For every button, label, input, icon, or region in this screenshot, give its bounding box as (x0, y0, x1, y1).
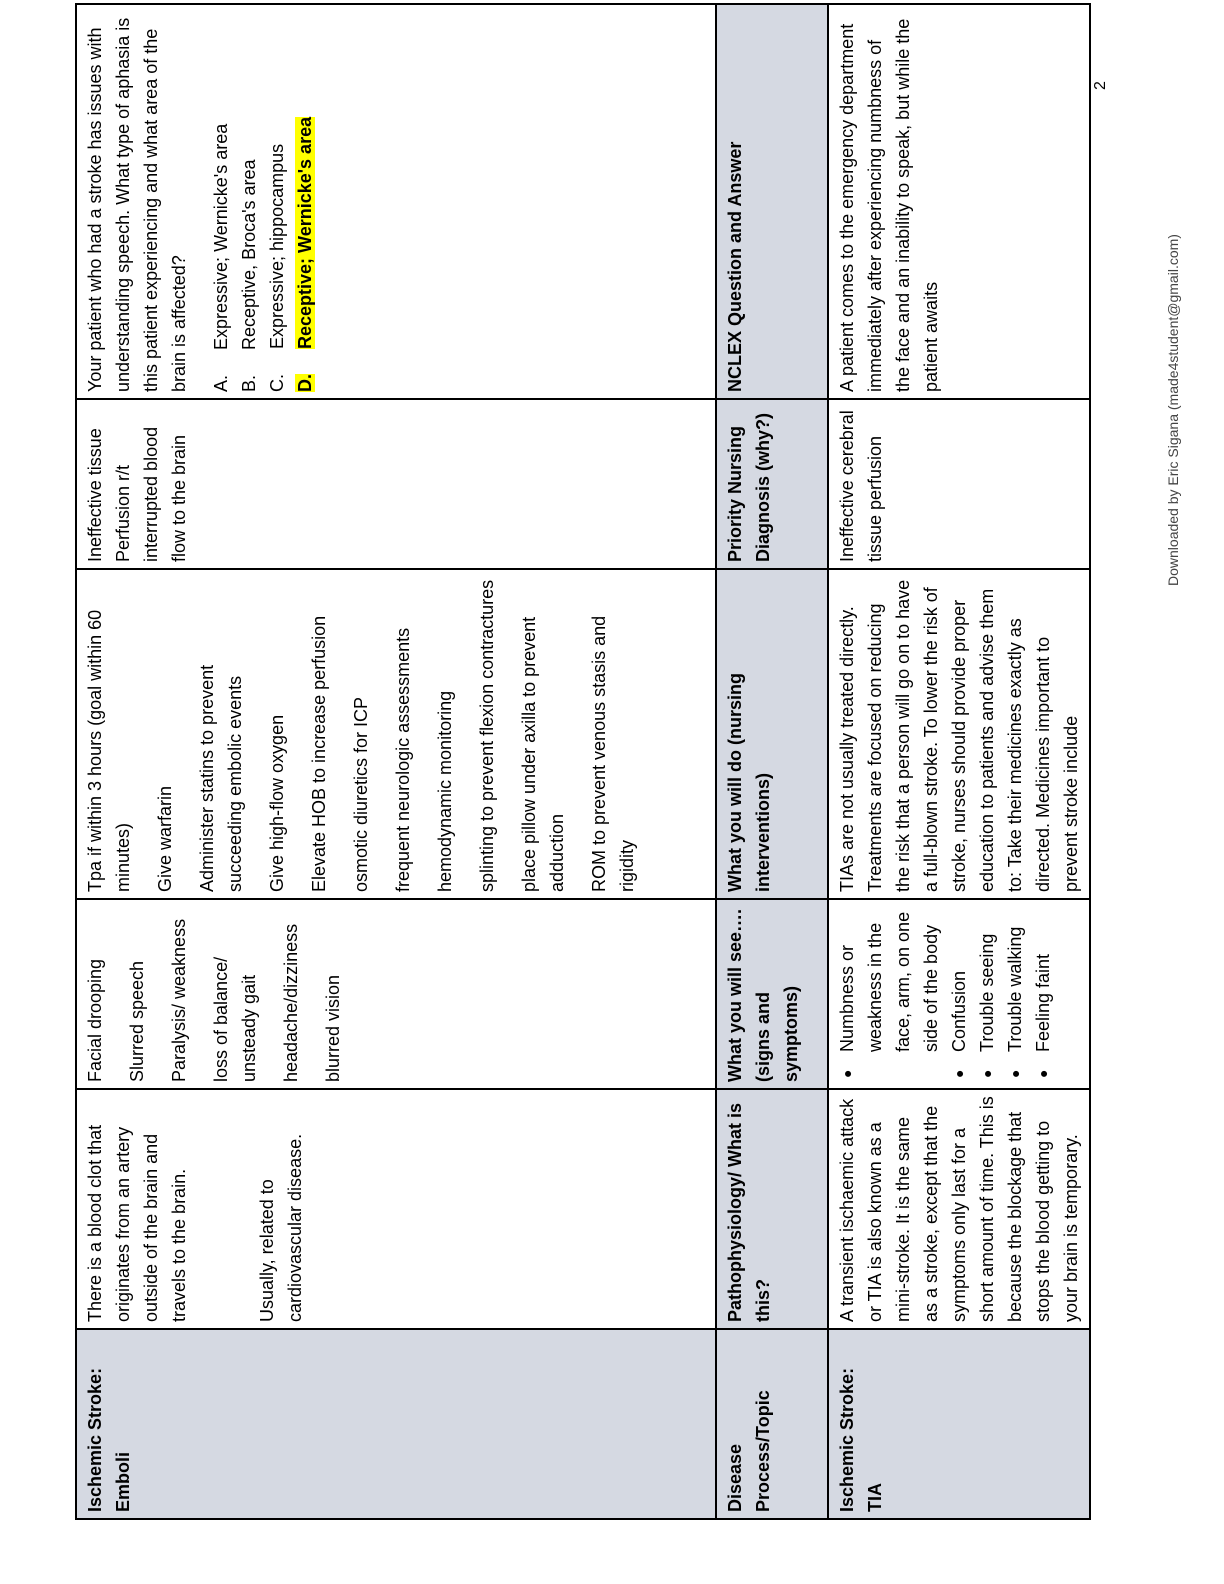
interventions-cell (76, 569, 716, 899)
list-item: ● Feeling faint (1029, 906, 1057, 1082)
header-signs (716, 899, 828, 1089)
header-interventions-label: What you will do (nursing interventions) (725, 673, 773, 892)
option-letter: D. (295, 374, 315, 392)
patho-emboli-2: Usually, related to cardiovascular disease. (257, 1133, 305, 1322)
topic-tia: Ischemic Stroke: TIA (837, 1367, 885, 1512)
list-item: ● Confusion (945, 906, 973, 1082)
nclex-question: Your patient who had a stroke has issues with understanding speech. What type of aphasia is this patient experiencing and what area of the brain is affected? (85, 17, 189, 392)
intervention-item: hemodynamic monitoring (435, 690, 455, 892)
list-item: ● Trouble seeing (973, 906, 1001, 1082)
nclex-tia: A patient comes to the emergency department immediately after experiencing numbness of the face and an inability to speak, but while the patient awaits (837, 18, 941, 392)
intervention-item: Give warfarin (155, 785, 175, 892)
signs-cell (76, 899, 716, 1089)
header-diagnosis-label: Priority Nursing Diagnosis (why?) (725, 412, 773, 562)
option-letter: A. (211, 374, 231, 392)
list-item: ● Trouble walking (1001, 906, 1029, 1082)
header-nclex-label: NCLEX Question and Answer (725, 141, 745, 392)
intervention-item: splinting to prevent flexion contractures (477, 579, 497, 892)
header-nclex (716, 4, 828, 399)
page-number: 2 (1092, 81, 1109, 90)
signs-cell (828, 899, 1090, 1089)
intervention-item: frequent neurologic assessments (393, 627, 413, 892)
nclex-option-b (235, 11, 263, 392)
patho-emboli-1: There is a blood clot that originates from an artery outside of the brain and travels to the brain. (85, 1124, 189, 1322)
intervention-item: Elevate HOB to increase perfusion (309, 615, 329, 892)
header-topic (716, 1329, 828, 1519)
header-diagnosis (716, 399, 828, 569)
table-row-emboli (76, 4, 716, 1519)
intervention-item: Give high-flow oxygen (267, 714, 287, 892)
nclex-option-d-correct (291, 11, 319, 392)
option-letter: B. (239, 374, 259, 392)
nclex-cell (76, 4, 716, 399)
header-signs-label: What you will see…. (signs and symptoms) (725, 908, 801, 1082)
diagnosis-cell (76, 399, 716, 569)
option-text: Expressive; hippocampus (267, 143, 287, 349)
intervention-item: place pillow under axilla to prevent adduction (519, 616, 567, 892)
table-row-tia (828, 4, 1090, 1519)
header-interventions (716, 569, 828, 899)
intervention-item: Tpa if within 3 hours (goal within 60 minutes) (85, 609, 133, 892)
nclex-option-c (263, 11, 291, 392)
rotated-page (75, 5, 1081, 1520)
option-text: Expressive; Wernicke's area (211, 123, 231, 350)
intervention-item: ROM to prevent venous stasis and rigidity (589, 615, 637, 892)
interventions-cell (828, 569, 1090, 899)
table-row-header (716, 4, 828, 1519)
option-text-highlighted: Receptive; Wernicke's area (295, 116, 315, 349)
diagnosis-cell (828, 399, 1090, 569)
download-footer: Downloaded by Eric Sigana (made4student@gmail.com) (1165, 234, 1181, 586)
topic-emboli: Ischemic Stroke: Emboli (85, 1367, 133, 1512)
patho-tia: A transient ischaemic attack or TIA is also known as a mini-stroke. It is the same as a stroke, except that the symptoms only last for a short amount of time. This is because the blockage that stops the blood getting to your brain is temporary. (837, 1096, 1081, 1322)
interventions-tia: TIAs are not usually treated directly. Treatments are focused on reducing the risk that a person will go on to have a full-blown stroke. To lower the risk of stroke, nurses should provide proper education to patients and advise them to: Take their medicines exactly as directed. Medicines important to prevent stroke include (837, 579, 1081, 892)
patho-cell (76, 1089, 716, 1329)
list-item: ● Numbness or weakness in the face, arm, on one side of the body (833, 906, 945, 1082)
signs-list (833, 906, 1057, 1082)
topic-cell (828, 1329, 1090, 1519)
intervention-item: Administer statins to prevent succeeding embolic events (197, 664, 245, 892)
sign-item: loss of balance/ unsteady gait (211, 956, 259, 1082)
sign-item: Facial drooping (85, 958, 105, 1082)
diagnosis-tia: Ineffective cerebral tissue perfusion (837, 410, 885, 562)
option-letter: C. (267, 374, 287, 392)
nclex-option-a (207, 11, 235, 392)
header-topic-label: Disease Process/Topic (725, 1390, 773, 1512)
header-patho (716, 1089, 828, 1329)
intervention-item: osmotic diuretics for ICP (351, 696, 371, 892)
sign-item: blurred vision (323, 974, 343, 1082)
diagnosis-emboli: Ineffective tissue Perfusion r/t interrupted blood flow to the brain (85, 426, 189, 562)
topic-cell (76, 1329, 716, 1519)
care-plan-table (75, 3, 1091, 1520)
nclex-cell (828, 4, 1090, 399)
sign-item: Paralysis/ weakness (169, 918, 189, 1082)
sign-item: Slurred speech (127, 960, 147, 1082)
patho-cell (828, 1089, 1090, 1329)
sign-item: headache/dizziness (281, 923, 301, 1082)
header-patho-label: Pathophysiology/ What is this? (725, 1102, 773, 1322)
option-text: Receptive, Broca's area (239, 159, 259, 350)
